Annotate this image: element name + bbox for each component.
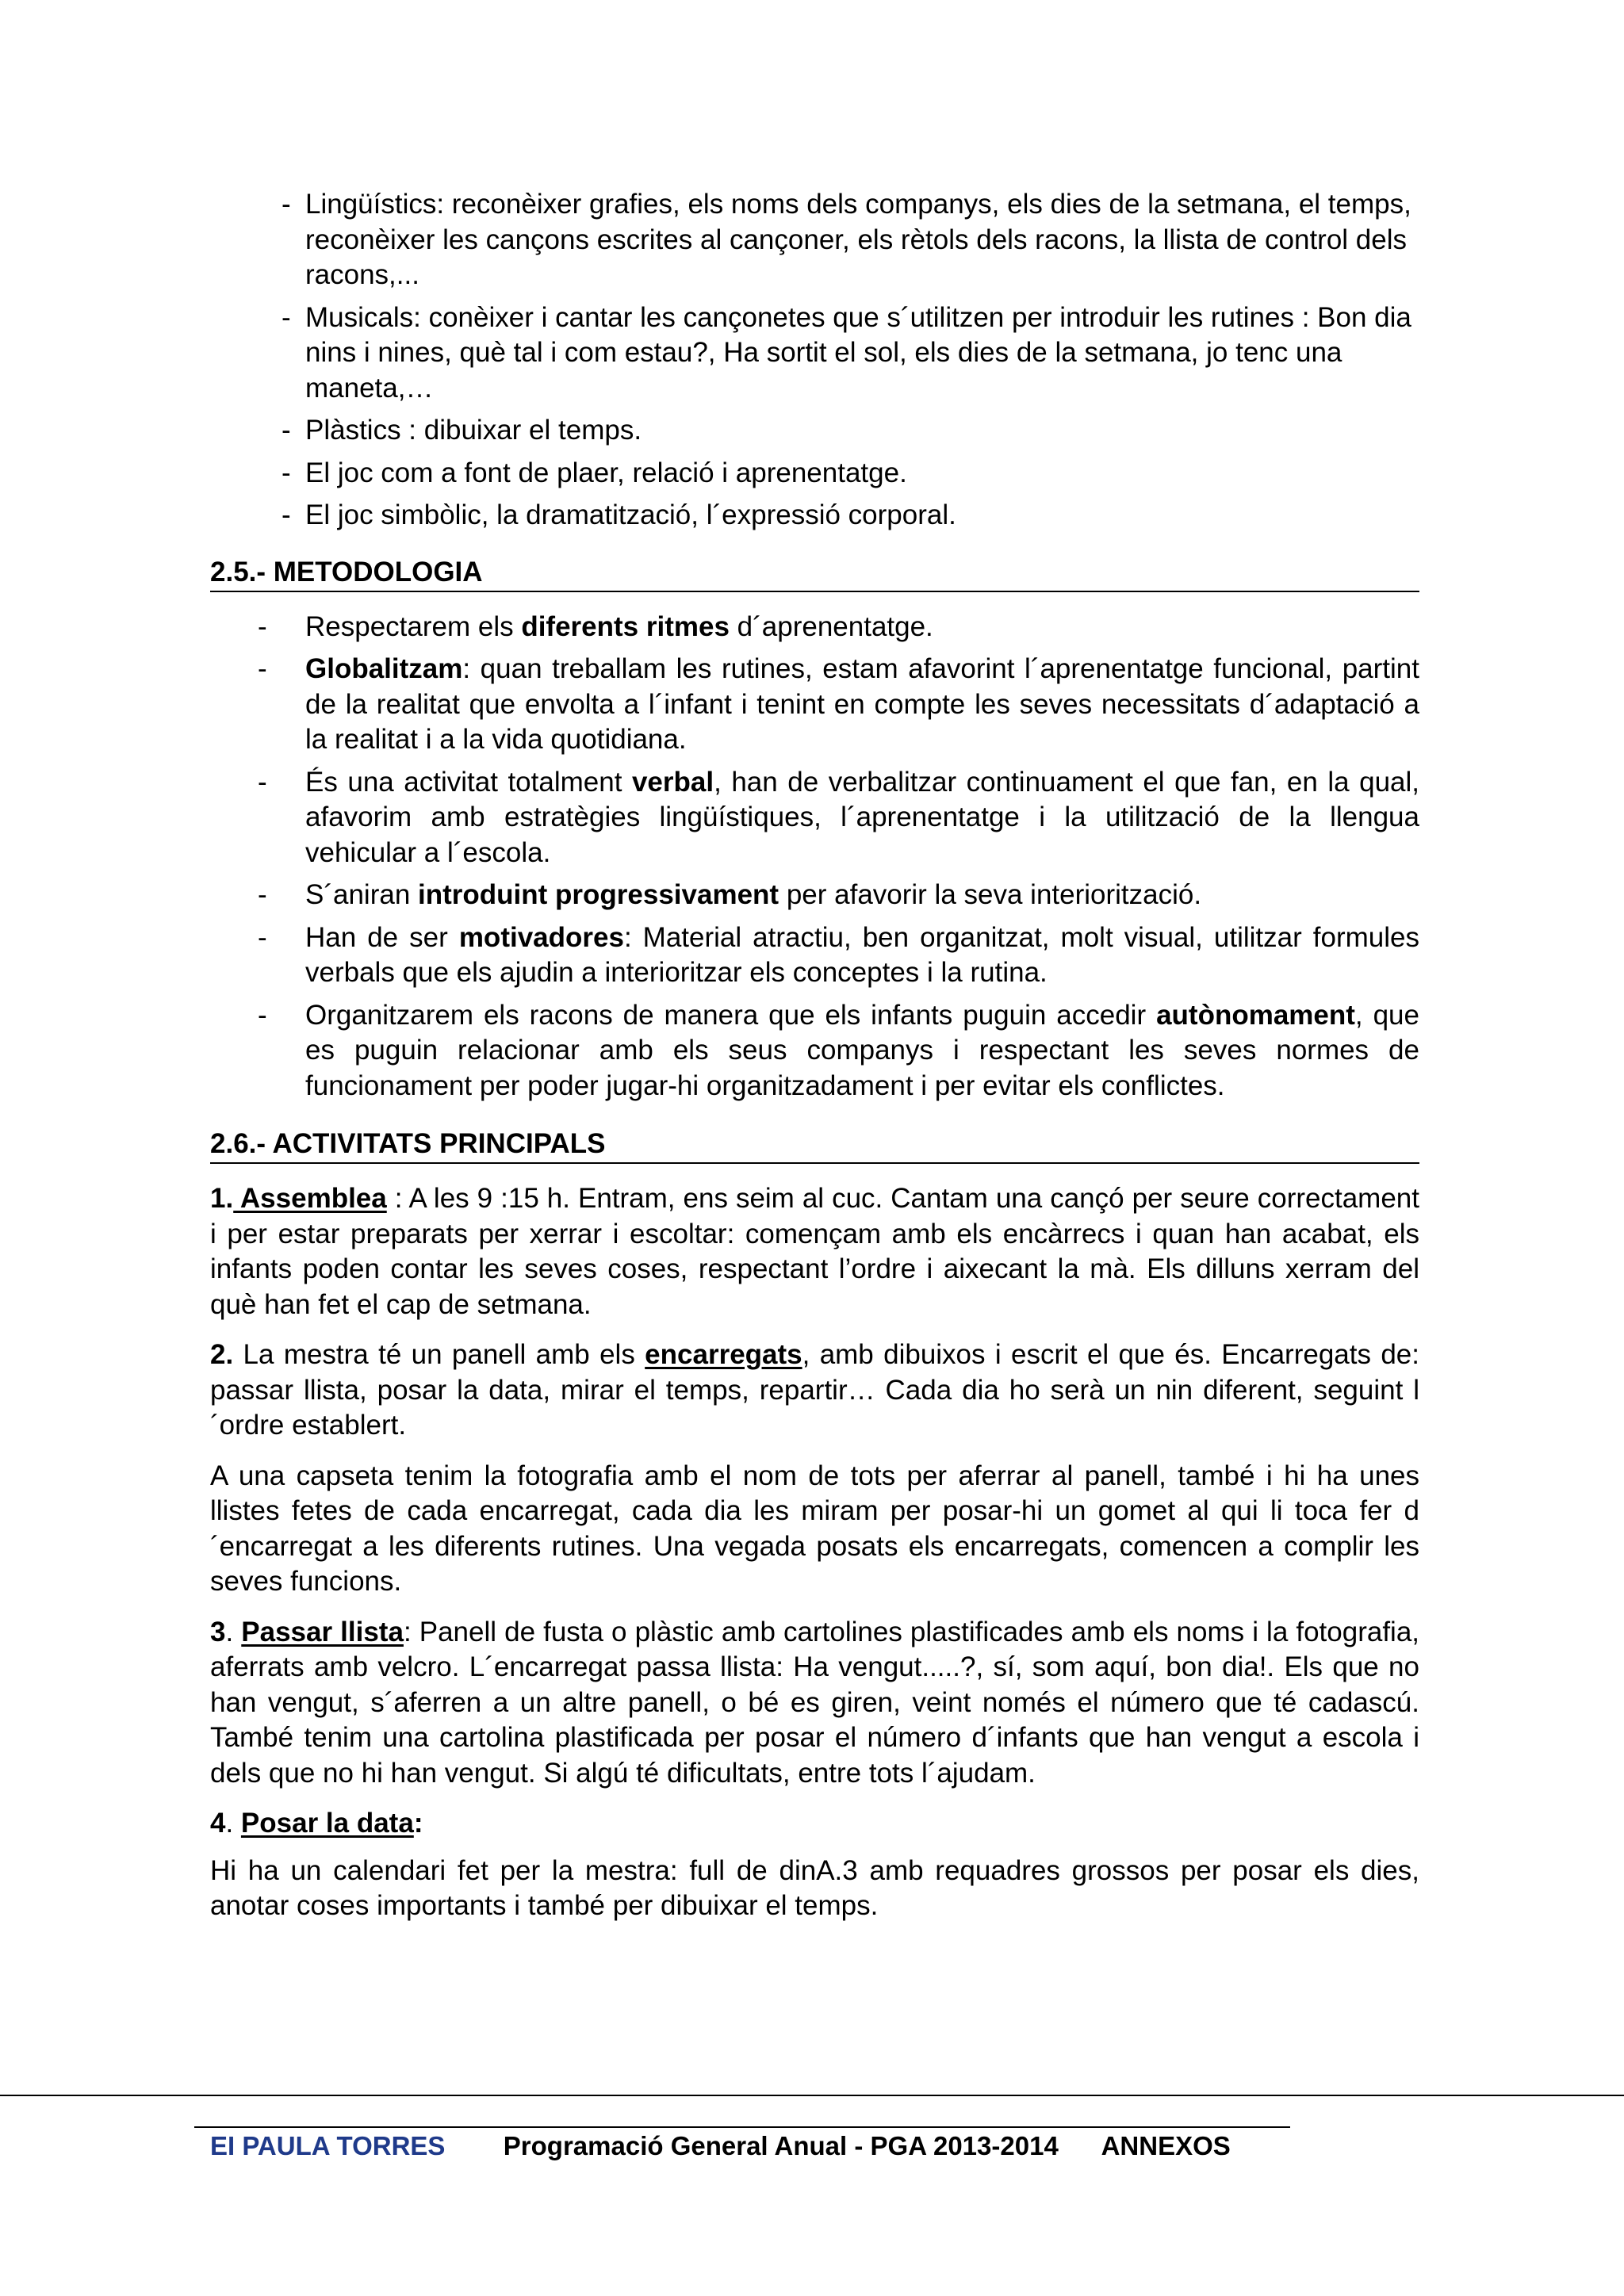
list-item: - Organitzarem els racons de manera que els infants puguin accedir autònomament, que es puguin relacionar amb els seus companys i respectant les seves normes de funcionament per poder jugar-hi organitzadament i per evitar els conflictes. xyxy=(258,998,1419,1104)
list-item: - Musicals: conèixer i cantar les cançonetes que s´utilitzen per introduir les rutines : Bon dia nins i nines, què tal i com estau?, Ha sortit el sol, els dies de la setmana, jo tenc una maneta,… xyxy=(282,300,1419,407)
list-item: - Globalitzam: quan treballam les rutines, estam afavorint l´aprenentatge funcional, partint de la realitat que envolta a l´infant i tenint en compte les seves necessitats d´adaptació a la realitat i a la vida quotidiana. xyxy=(258,652,1419,758)
paragraph-encarregats: 2. La mestra té un panell amb els encarregats, amb dibuixos i escrit el que és. Encarregats de: passar llista, posar la data, mirar el temps, repartir… Cada dia ho serà un nin diferent, seguint l´ordre establert. xyxy=(210,1339,1419,1441)
footer-section: ANNEXOS xyxy=(1101,2131,1231,2160)
list-item: - Plàstics : dibuixar el temps. xyxy=(282,413,1419,449)
paragraph-assemblea: 1. Assemblea : A les 9 :15 h. Entram, ens seim al cuc. Cantam una cançó per seure correctament i per estar preparats per xerrar i escoltar: començam amb els encàrrecs i quan han acabat, els infants poden contar les seves coses, respectant l’ordre i aixecant la mà. Els dilluns xerram del què han fet el cap de setmana. xyxy=(210,1183,1419,1320)
paragraph-calendari: Hi ha un calendari fet per la mestra: full de dinA.3 amb requadres grossos per posar els dies, anotar coses importants i també per dibuixar el temps. xyxy=(210,1854,1419,1921)
page-footer xyxy=(210,2131,1400,2161)
list-item: - S´aniran introduint progressivament per afavorir la seva interiorització. xyxy=(258,878,1419,913)
list-item: - Han de ser motivadores: Material atractiu, ben organitzat, molt visual, utilitzar formules verbals que els ajudin a interioritzar els conceptes i la rutina. xyxy=(258,920,1419,991)
list-item: - Lingüístics: reconèixer grafies, els noms dels companys, els dies de la setmana, el temps, reconèixer les cançons escrites al cançoner, els rètols dels racons, la llista de control dels racons,... xyxy=(282,187,1419,293)
paragraph-passar-llista: 3. Passar llista: Panell de fusta o plàstic amb cartolines plastificades amb els noms i la fotografia, aferrats amb velcro. L´encarregat passa llista: Ha vengut.....?, sí, som aquí, bon dia!. Els que no han vengut, s´aferren a un altre panell, o bé es giren, veint només el número que té cadascú. També tenim una cartolina plastificada per posar el número d´infants que han vengut a escola i dels que no hi han vengut. Si algú té dificultats, entre tots l´ajudam. xyxy=(210,1616,1420,1789)
footer-org: EI PAULA TORRES xyxy=(210,2131,446,2160)
list-item: - El joc simbòlic, la dramatització, l´expressió corporal. xyxy=(282,498,1419,534)
list-item: - Respectarem els diferents ritmes d´aprenentatge. xyxy=(258,610,1419,645)
footer-doc: Programació General Anual - PGA 2013-2014 xyxy=(503,2131,1059,2160)
top-list xyxy=(282,187,1419,534)
footer-divider xyxy=(194,2126,1290,2128)
section-heading-metodologia: 2.5.- METODOLOGIA xyxy=(210,556,1419,592)
document-page xyxy=(210,187,1419,1939)
metodologia-list xyxy=(258,610,1419,1104)
list-item: - És una activitat totalment verbal, han de verbalitzar continuament el que fan, en la qual, afavorim amb estratègies lingüístiques, l´aprenentatge i la utilització de la llengua vehicular a l´escola. xyxy=(258,765,1419,871)
page-divider xyxy=(0,2095,1624,2096)
paragraph-posar-data: 4. Posar la data: xyxy=(210,1808,423,1839)
list-item: - El joc com a font de plaer, relació i aprenentatge. xyxy=(282,456,1419,492)
paragraph-capseta: A una capseta tenim la fotografia amb el nom de tots per aferrar al panell, també i hi ha unes llistes fetes de cada encarregat, cada dia les miram per posar-hi un gomet al qui li toca fer d´encarregat a les diferents rutines. Una vegada posats els encarregats, comencen a complir les seves funcions. xyxy=(210,1460,1419,1597)
section-heading-activitats: 2.6.- ACTIVITATS PRINCIPALS xyxy=(210,1127,1419,1164)
